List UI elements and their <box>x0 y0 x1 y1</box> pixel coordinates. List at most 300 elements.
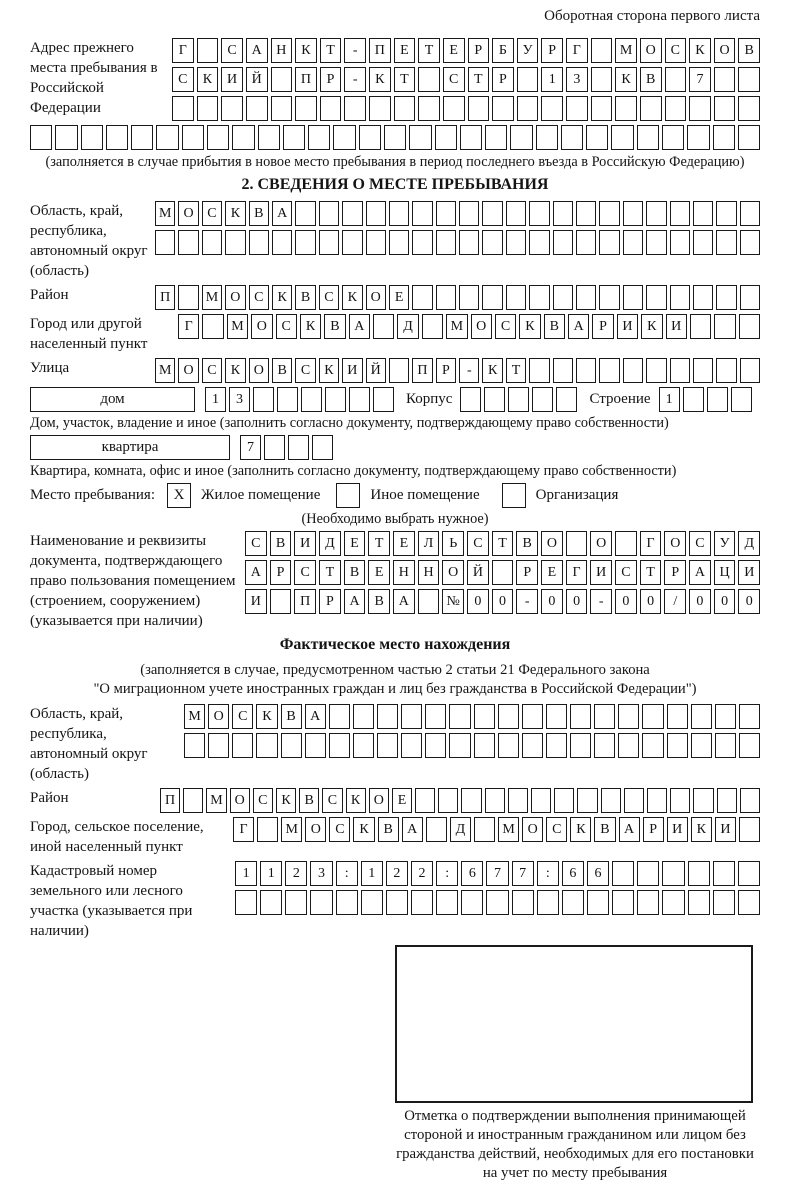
char-cell <box>553 358 573 383</box>
char-cell <box>738 67 760 92</box>
char-cell: Е <box>541 560 563 585</box>
char-cell <box>366 201 386 226</box>
char-cell-row <box>178 314 760 339</box>
char-cell: И <box>738 560 760 585</box>
char-cell: 0 <box>541 589 563 614</box>
char-cell <box>342 201 362 226</box>
char-cell: Е <box>393 531 415 556</box>
char-cell <box>221 96 243 121</box>
char-cell: 1 <box>541 67 563 92</box>
char-cell <box>506 230 526 255</box>
char-cell <box>562 890 584 915</box>
char-cell <box>618 704 639 729</box>
char-cell <box>436 201 456 226</box>
char-cell: К <box>256 704 277 729</box>
char-cell <box>642 704 663 729</box>
char-cell: В <box>299 788 319 813</box>
char-cell: П <box>295 67 317 92</box>
char-cell <box>183 788 203 813</box>
char-cell <box>541 96 563 121</box>
fact-oblast-label: Область, край, республика, автономный округ (область) <box>30 706 148 782</box>
char-cell <box>689 96 711 121</box>
char-cell: 7 <box>689 67 711 92</box>
char-cell: В <box>272 358 292 383</box>
dom-box: дом <box>30 387 195 412</box>
char-cell: С <box>689 531 711 556</box>
char-cell: О <box>208 704 229 729</box>
char-cell <box>662 861 684 886</box>
char-cell: С <box>546 817 567 842</box>
char-cell <box>412 285 432 310</box>
char-cell <box>670 201 690 226</box>
char-cell: К <box>641 314 662 339</box>
char-cell: А <box>568 314 589 339</box>
char-cell <box>576 285 596 310</box>
char-cell: У <box>714 531 736 556</box>
place-of-stay-note: (Необходимо выбрать нужное) <box>301 511 489 527</box>
char-cell <box>713 890 735 915</box>
char-cell <box>670 230 690 255</box>
char-cell: С <box>294 560 316 585</box>
char-cell <box>646 358 666 383</box>
char-cell <box>640 96 662 121</box>
char-cell <box>662 890 684 915</box>
char-cell <box>411 890 433 915</box>
char-cell <box>418 589 440 614</box>
char-cell: М <box>281 817 302 842</box>
char-cell <box>670 788 690 813</box>
char-cell: Р <box>270 560 292 585</box>
char-cell: С <box>615 560 637 585</box>
char-cell <box>468 96 490 121</box>
field-document <box>30 531 760 631</box>
char-cell: К <box>482 358 502 383</box>
raion-label: Район <box>30 287 69 303</box>
char-cell <box>646 285 666 310</box>
char-cell: - <box>459 358 479 383</box>
char-cell: 0 <box>738 589 760 614</box>
char-cell: 1 <box>659 387 680 412</box>
char-cell: В <box>594 817 615 842</box>
char-cell <box>553 201 573 226</box>
char-cell: В <box>368 589 390 614</box>
char-cell: А <box>349 314 370 339</box>
char-cell <box>258 125 280 150</box>
char-cell <box>256 733 277 758</box>
char-cell <box>178 285 198 310</box>
char-cell: Е <box>344 531 366 556</box>
char-cell: В <box>324 314 345 339</box>
char-cell: : <box>436 861 458 886</box>
char-cell <box>301 387 322 412</box>
char-cell <box>576 201 596 226</box>
field-oblast <box>30 201 760 281</box>
char-cell <box>308 125 330 150</box>
char-cell: А <box>689 560 711 585</box>
char-cell: И <box>294 531 316 556</box>
char-cell: Г <box>178 314 199 339</box>
char-cell <box>486 890 508 915</box>
char-cell: С <box>202 358 222 383</box>
char-cell: Н <box>393 560 415 585</box>
char-cell <box>232 733 253 758</box>
char-cell: С <box>232 704 253 729</box>
char-cell <box>257 817 278 842</box>
char-cell: Д <box>450 817 471 842</box>
char-cell-row <box>184 704 760 729</box>
char-cell <box>492 560 514 585</box>
char-cell: М <box>202 285 222 310</box>
char-cell <box>739 733 760 758</box>
char-cell: Р <box>436 358 456 383</box>
char-cell: Т <box>468 67 490 92</box>
char-cell: С <box>665 38 687 63</box>
char-cell <box>449 704 470 729</box>
char-cell <box>394 96 416 121</box>
char-cell: К <box>276 788 296 813</box>
char-cell: Р <box>492 67 514 92</box>
char-cell <box>691 733 712 758</box>
char-cell <box>594 733 615 758</box>
char-cell: Р <box>468 38 490 63</box>
char-cell <box>197 38 219 63</box>
field-fact-gorod <box>30 817 760 857</box>
char-cell: - <box>344 38 366 63</box>
char-cell <box>253 387 274 412</box>
char-cell: К <box>295 38 317 63</box>
char-cell <box>506 285 526 310</box>
char-cell <box>460 387 481 412</box>
char-cell: № <box>442 589 464 614</box>
char-cell <box>683 387 704 412</box>
char-cell: - <box>590 589 612 614</box>
char-cell: В <box>270 531 292 556</box>
char-cell: И <box>617 314 638 339</box>
char-cell <box>401 733 422 758</box>
char-cell-row-overflow <box>30 125 760 150</box>
char-cell <box>510 125 532 150</box>
char-cell: Р <box>664 560 686 585</box>
char-cell: Н <box>271 38 293 63</box>
char-cell <box>225 230 245 255</box>
char-cell: В <box>281 704 302 729</box>
char-cell <box>353 733 374 758</box>
char-cell: Д <box>738 531 760 556</box>
char-cell <box>618 733 639 758</box>
char-cell <box>295 230 315 255</box>
char-cell <box>459 230 479 255</box>
char-cell: О <box>714 38 736 63</box>
char-cell: Т <box>319 560 341 585</box>
char-cell <box>665 96 687 121</box>
char-cell <box>409 125 431 150</box>
char-cell <box>662 125 684 150</box>
char-cell: О <box>522 817 543 842</box>
char-cell: О <box>251 314 272 339</box>
char-cell <box>716 201 736 226</box>
char-cell: П <box>160 788 180 813</box>
char-cell <box>461 788 481 813</box>
char-cell: А <box>245 560 267 585</box>
char-cell: 7 <box>240 435 261 460</box>
char-cell <box>556 387 577 412</box>
char-cell: Т <box>492 531 514 556</box>
char-cell <box>717 788 737 813</box>
char-cell: Т <box>418 38 440 63</box>
char-cell <box>418 67 440 92</box>
char-cell: В <box>344 560 366 585</box>
char-cell: С <box>172 67 194 92</box>
char-cell <box>412 230 432 255</box>
char-cell <box>740 201 760 226</box>
char-cell <box>667 704 688 729</box>
char-cell <box>249 230 269 255</box>
apartment-note: Квартира, комната, офис и иное (заполнить согласно документу, подтверждающему право собственности) <box>30 463 677 479</box>
checkbox-inoe <box>336 483 360 508</box>
char-cell: В <box>738 38 760 63</box>
char-cell <box>389 358 409 383</box>
char-cell <box>207 125 229 150</box>
char-cell <box>716 230 736 255</box>
option-inoe-label: Иное помещение <box>370 487 480 503</box>
char-cell <box>359 125 381 150</box>
char-cell: 1 <box>205 387 226 412</box>
char-cell-row <box>240 435 333 460</box>
char-cell-row <box>460 387 577 412</box>
char-cell <box>599 201 619 226</box>
char-cell <box>386 890 408 915</box>
char-cell <box>740 230 760 255</box>
stamp-area <box>395 945 755 1180</box>
char-cell: О <box>366 285 386 310</box>
char-cell: И <box>221 67 243 92</box>
char-cell-row <box>172 96 760 121</box>
char-cell <box>155 230 175 255</box>
char-cell: С <box>467 531 489 556</box>
char-cell <box>623 285 643 310</box>
char-cell: О <box>305 817 326 842</box>
char-cell: С <box>443 67 465 92</box>
char-cell <box>512 890 534 915</box>
fact-raion-label: Район <box>30 790 69 806</box>
char-cell: Ь <box>442 531 464 556</box>
char-cell: О <box>225 285 245 310</box>
char-cell <box>264 435 285 460</box>
char-cell: О <box>178 201 198 226</box>
char-cell: Й <box>246 67 268 92</box>
char-cell <box>738 861 760 886</box>
char-cell: 2 <box>285 861 307 886</box>
char-cell <box>484 387 505 412</box>
field-fact-raion <box>30 788 760 813</box>
char-cell: : <box>336 861 358 886</box>
field-kadastr <box>30 861 760 941</box>
char-cell: Г <box>233 817 254 842</box>
char-cell: Р <box>516 560 538 585</box>
char-cell <box>693 230 713 255</box>
char-cell <box>353 704 374 729</box>
house-line <box>30 387 760 412</box>
char-cell <box>691 704 712 729</box>
char-cell <box>599 230 619 255</box>
char-cell <box>349 387 370 412</box>
char-cell <box>532 387 553 412</box>
char-cell <box>529 358 549 383</box>
char-cell <box>329 704 350 729</box>
char-cell <box>344 96 366 121</box>
char-cell: К <box>369 67 391 92</box>
char-cell <box>553 285 573 310</box>
kadastr-label: Кадастровый номер земельного или лесного участка (указывается при наличии) <box>30 863 193 939</box>
char-cell <box>285 890 307 915</box>
char-cell <box>537 890 559 915</box>
char-cell: К <box>225 358 245 383</box>
char-cell <box>693 788 713 813</box>
char-cell <box>716 285 736 310</box>
char-cell-row <box>245 531 760 556</box>
char-cell <box>283 125 305 150</box>
char-cell: О <box>442 560 464 585</box>
char-cell <box>529 285 549 310</box>
char-cell <box>693 285 713 310</box>
char-cell <box>361 890 383 915</box>
char-cell: М <box>155 201 175 226</box>
char-cell <box>624 788 644 813</box>
char-cell: Г <box>640 531 662 556</box>
char-cell: И <box>245 589 267 614</box>
char-cell: Е <box>394 38 416 63</box>
char-cell-row <box>172 67 760 92</box>
char-cell: К <box>689 38 711 63</box>
char-cell: 6 <box>461 861 483 886</box>
char-cell <box>384 125 406 150</box>
char-cell: Ц <box>714 560 736 585</box>
char-cell: Л <box>418 531 440 556</box>
stamp-box <box>395 945 753 1103</box>
char-cell <box>647 788 667 813</box>
char-cell <box>688 890 710 915</box>
char-cell <box>715 704 736 729</box>
char-cell <box>202 314 223 339</box>
char-cell <box>438 788 458 813</box>
char-cell: С <box>202 201 222 226</box>
char-cell: Т <box>368 531 390 556</box>
char-cell <box>738 96 760 121</box>
char-cell <box>436 890 458 915</box>
char-cell <box>740 788 760 813</box>
char-cell <box>738 125 760 150</box>
field-prev-address <box>30 38 760 121</box>
char-cell: Т <box>394 67 416 92</box>
option-zhiloe-label: Жилое помещение <box>201 487 321 503</box>
char-cell <box>536 125 558 150</box>
char-cell <box>485 788 505 813</box>
char-cell: 2 <box>386 861 408 886</box>
char-cell <box>642 733 663 758</box>
char-cell <box>570 704 591 729</box>
char-cell-row <box>155 285 760 310</box>
page-corner-note: Оборотная сторона первого листа <box>544 8 760 24</box>
char-cell: Й <box>366 358 386 383</box>
char-cell: А <box>305 704 326 729</box>
char-cell <box>667 733 688 758</box>
char-cell: 2 <box>411 861 433 886</box>
char-cell <box>546 733 567 758</box>
char-cell <box>576 230 596 255</box>
char-cell: А <box>344 589 366 614</box>
prev-address-note: (заполняется в случае прибытия в новое место пребывания в период последнего въезда в Российскую Федерацию) <box>45 154 745 170</box>
char-cell: 0 <box>492 589 514 614</box>
fact-note-line1: (заполняется в случае, предусмотренном частью 2 статьи 21 Федерального закона <box>140 662 650 678</box>
char-cell: Т <box>320 38 342 63</box>
char-cell: 0 <box>714 589 736 614</box>
char-cell <box>377 733 398 758</box>
stamp-note: Отметка о подтверждении выполнения принимающей стороной и иностранным гражданином или лицом без гражданства действий, необходимых для его постановки на учет по месту пребывания <box>396 1108 754 1180</box>
char-cell <box>637 861 659 886</box>
char-cell: К <box>197 67 219 92</box>
fact-note-line2: "О миграционном учете иностранных граждан и лиц без гражданства в Российской Федерации") <box>93 681 697 697</box>
char-cell <box>612 890 634 915</box>
char-cell: К <box>691 817 712 842</box>
char-cell <box>740 285 760 310</box>
char-cell <box>714 67 736 92</box>
char-cell <box>474 817 495 842</box>
char-cell <box>281 733 302 758</box>
char-cell-row <box>172 38 760 63</box>
char-cell: С <box>249 285 269 310</box>
stroenie-label: Строение <box>589 391 651 407</box>
char-cell <box>517 96 539 121</box>
char-cell: К <box>272 285 292 310</box>
char-cell <box>566 96 588 121</box>
char-cell <box>389 201 409 226</box>
char-cell: С <box>322 788 342 813</box>
char-cell: К <box>225 201 245 226</box>
char-cell <box>646 201 666 226</box>
char-cell: Б <box>492 38 514 63</box>
oblast-label: Область, край, республика, автономный округ (область) <box>30 203 148 279</box>
char-cell <box>271 96 293 121</box>
char-cell: В <box>544 314 565 339</box>
char-cell: В <box>249 201 269 226</box>
char-cell <box>310 890 332 915</box>
char-cell: М <box>184 704 205 729</box>
char-cell <box>740 358 760 383</box>
char-cell-row <box>233 817 760 842</box>
char-cell <box>436 285 456 310</box>
document-label: Наименование и реквизиты документа, подтверждающего право пользования помещением (строением, сооружением) (указывается при наличии) <box>30 533 236 629</box>
house-note: Дом, участок, владение и иное (заполнить согласно документу, подтверждающему право собственности) <box>30 415 669 431</box>
char-cell <box>425 704 446 729</box>
char-cell: У <box>517 38 539 63</box>
char-cell: П <box>155 285 175 310</box>
char-cell <box>665 67 687 92</box>
char-cell: М <box>498 817 519 842</box>
char-cell: Д <box>397 314 418 339</box>
char-cell <box>522 733 543 758</box>
char-cell: И <box>342 358 362 383</box>
char-cell: Т <box>640 560 662 585</box>
char-cell <box>688 861 710 886</box>
char-cell <box>333 125 355 150</box>
char-cell <box>373 387 394 412</box>
char-cell <box>554 788 574 813</box>
char-cell: И <box>590 560 612 585</box>
char-cell: 1 <box>235 861 257 886</box>
char-cell <box>623 358 643 383</box>
char-cell: - <box>516 589 538 614</box>
char-cell <box>443 96 465 121</box>
